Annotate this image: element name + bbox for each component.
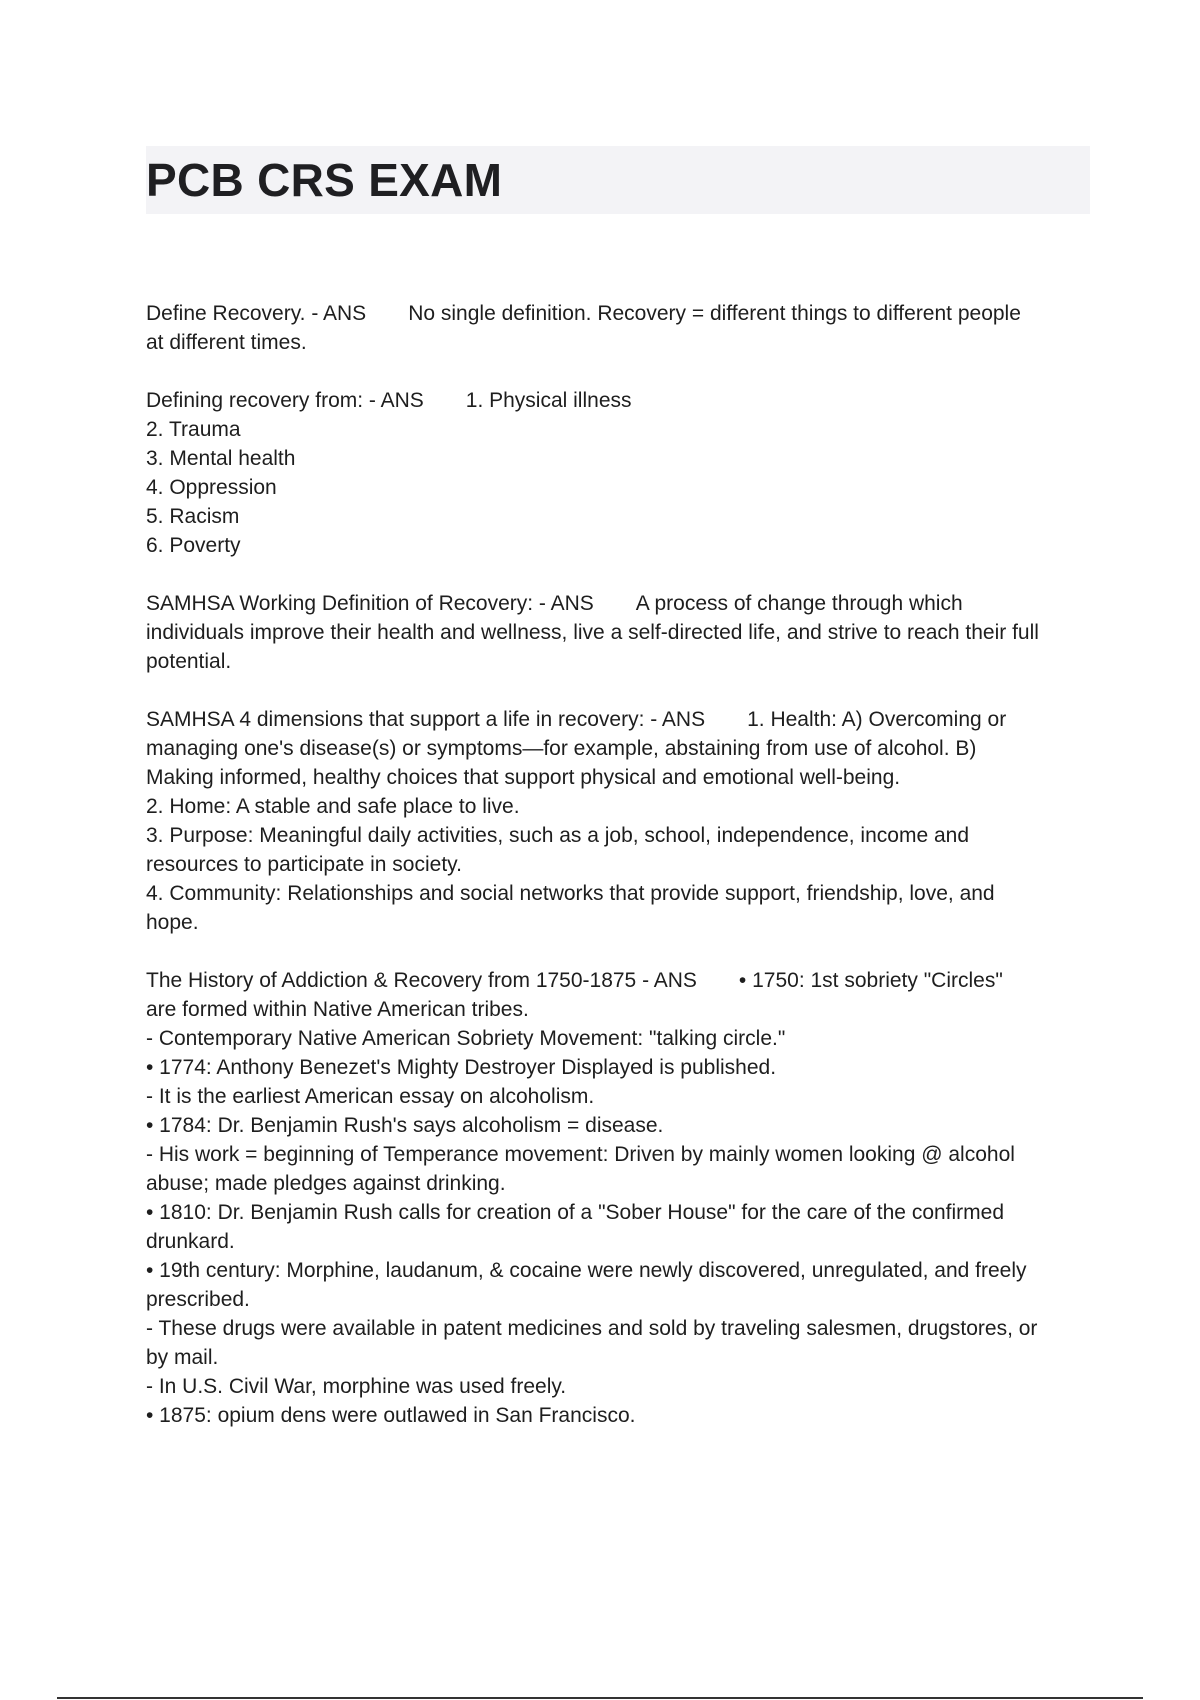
qa-answer-line: 2. Trauma (146, 418, 241, 441)
qa-answer-line: - These drugs were available in patent medicines and sold by traveling salesmen, drugstores, or (146, 1317, 1038, 1340)
qa-item (146, 386, 1096, 560)
qa-answer-line: Making informed, healthy choices that support physical and emotional well-being. (146, 766, 901, 789)
qa-answer-start: 1. Physical illness (465, 389, 632, 412)
qa-answer-line: - His work = beginning of Temperance movement: Driven by mainly women looking @ alcohol (146, 1143, 1015, 1166)
qa-question: SAMHSA 4 dimensions that support a life in recovery: - ANS (146, 708, 706, 731)
qa-answer-line: 4. Community: Relationships and social networks that provide support, friendship, love, and (146, 882, 995, 905)
qa-answer-line: abuse; made pledges against drinking. (146, 1172, 506, 1195)
qa-first-line (146, 966, 1096, 995)
qa-item (146, 299, 1096, 357)
qa-answer-line: - It is the earliest American essay on alcoholism. (146, 1085, 595, 1108)
qa-item (146, 705, 1096, 937)
qa-answer-line: are formed within Native American tribes. (146, 998, 529, 1021)
qa-answer-line: 2. Home: A stable and safe place to live. (146, 795, 520, 818)
qa-answer-line: resources to participate in society. (146, 853, 462, 876)
document-body (146, 299, 1096, 1459)
page-title: PCB CRS EXAM (146, 154, 503, 206)
qa-answer-line: potential. (146, 650, 232, 673)
qa-answer-line: - In U.S. Civil War, morphine was used freely. (146, 1375, 567, 1398)
qa-question: Define Recovery. - ANS (146, 302, 367, 325)
qa-answer-line: • 1784: Dr. Benjamin Rush's says alcoholism = disease. (146, 1114, 664, 1137)
qa-answer-start: No single definition. Recovery = different things to different people (408, 302, 1021, 325)
qa-answer-line: drunkard. (146, 1230, 235, 1253)
footer-rule (57, 1697, 1143, 1699)
qa-answer-line: • 1810: Dr. Benjamin Rush calls for creation of a "Sober House" for the care of the confirmed (146, 1201, 1005, 1224)
qa-answer-line: managing one's disease(s) or symptoms—for example, abstaining from use of alcohol. B) (146, 737, 977, 760)
qa-answer-line: at different times. (146, 331, 307, 354)
qa-answer-start: • 1750: 1st sobriety "Circles" (738, 969, 1003, 992)
qa-answer-start: 1. Health: A) Overcoming or (747, 708, 1007, 731)
qa-question: SAMHSA Working Definition of Recovery: - ANS (146, 592, 594, 615)
qa-answer-line: by mail. (146, 1346, 219, 1369)
qa-answer-line: prescribed. (146, 1288, 250, 1311)
qa-answer-line: • 1774: Anthony Benezet's Mighty Destroyer Displayed is published. (146, 1056, 777, 1079)
qa-item (146, 966, 1096, 1430)
qa-answer-line: • 1875: opium dens were outlawed in San Francisco. (146, 1404, 636, 1427)
qa-answer-line: individuals improve their health and wellness, live a self-directed life, and strive to reach their full (146, 621, 1039, 644)
qa-answer-line: 6. Poverty (146, 534, 241, 557)
qa-answer-line: 3. Purpose: Meaningful daily activities, such as a job, school, independence, income and (146, 824, 969, 847)
qa-first-line (146, 589, 1096, 618)
qa-first-line (146, 705, 1096, 734)
qa-first-line (146, 386, 1096, 415)
qa-question: The History of Addiction & Recovery from 1750-1875 - ANS (146, 969, 697, 992)
qa-item (146, 589, 1096, 676)
qa-answer-start: A process of change through which (635, 592, 963, 615)
qa-answer-line: 3. Mental health (146, 447, 296, 470)
qa-answer-line: 5. Racism (146, 505, 240, 528)
qa-question: Defining recovery from: - ANS (146, 389, 424, 412)
qa-answer-line: - Contemporary Native American Sobriety Movement: "talking circle." (146, 1027, 786, 1050)
qa-first-line (146, 299, 1096, 328)
qa-answer-line: 4. Oppression (146, 476, 277, 499)
qa-answer-line: • 19th century: Morphine, laudanum, & cocaine were newly discovered, unregulated, and freely (146, 1259, 1027, 1282)
qa-answer-line: hope. (146, 911, 199, 934)
